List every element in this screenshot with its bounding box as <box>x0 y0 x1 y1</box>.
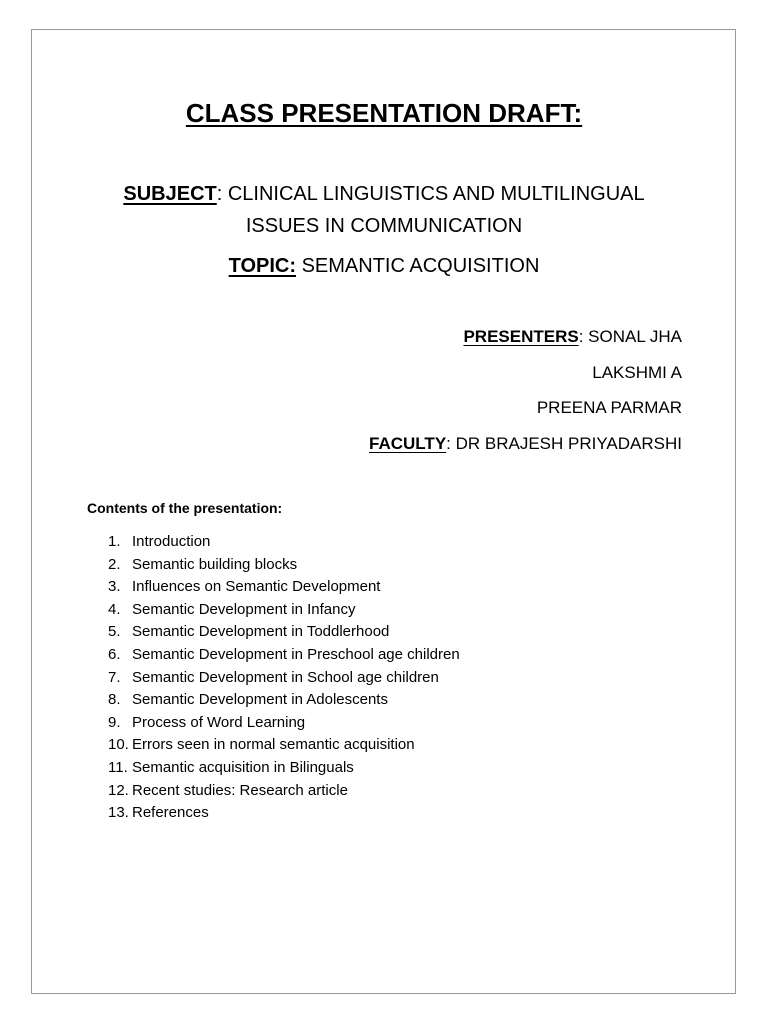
subject-value: : CLINICAL LINGUISTICS AND MULTILINGUAL ISSUES IN COMMUNICATION <box>216 183 645 237</box>
list-item-text: Semantic Development in School age children <box>132 668 439 686</box>
list-item <box>108 734 460 757</box>
list-item-number: 12. <box>108 781 129 799</box>
list-item <box>108 802 460 825</box>
list-item-text: Introduction <box>132 533 211 550</box>
presenter-first: : SONAL JHA <box>578 327 682 346</box>
subject-line <box>90 178 678 242</box>
list-item-number: 5. <box>108 623 121 641</box>
list-item <box>108 712 460 735</box>
document-title: CLASS PRESENTATION DRAFT: <box>185 98 583 128</box>
list-item-number: 3. <box>108 578 121 596</box>
contents-heading: Contents of the presentation: <box>87 500 283 516</box>
presenter-third: PREENA PARMAR <box>536 398 682 417</box>
topic-value: SEMANTIC ACQUISITION <box>296 255 540 277</box>
list-item-text: Recent studies: Research article <box>132 781 348 799</box>
list-item-number: 2. <box>108 555 121 573</box>
list-item <box>108 757 460 780</box>
list-item-number: 6. <box>108 645 121 663</box>
list-item-text: Errors seen in normal semantic acquisition <box>132 736 415 754</box>
list-item-text: Semantic Development in Infancy <box>132 600 356 618</box>
list-item <box>108 554 460 577</box>
list-item <box>108 576 460 599</box>
list-item-text: Influences on Semantic Development <box>132 578 381 596</box>
list-item <box>108 621 460 644</box>
list-item-number: 10. <box>108 736 129 754</box>
list-item-text: References <box>132 804 209 822</box>
list-item-number: 7. <box>108 668 121 686</box>
faculty-label: FACULTY <box>369 434 447 453</box>
list-item <box>108 644 460 667</box>
faculty-line <box>369 433 682 455</box>
topic-line <box>0 252 768 280</box>
list-item-text: Semantic Development in Preschool age children <box>132 645 460 663</box>
presenters-label: PRESENTERS <box>463 327 579 346</box>
list-item-number: 4. <box>108 600 121 618</box>
presenter-second: LAKSHMI A <box>592 363 682 382</box>
list-item-text: Semantic acquisition in Bilinguals <box>132 758 354 776</box>
list-item-text: Semantic building blocks <box>132 555 298 573</box>
list-item <box>108 689 460 712</box>
list-item <box>108 780 460 803</box>
presenters-line <box>463 326 682 348</box>
list-item-text: Semantic Development in Adolescents <box>132 691 388 709</box>
list-item-text: Semantic Development in Toddlerhood <box>132 623 390 641</box>
list-item-number: 9. <box>108 713 121 731</box>
subject-label: SUBJECT <box>123 183 217 205</box>
contents-list <box>108 531 460 825</box>
list-item-number: 11. <box>108 758 128 776</box>
list-item-number: 1. <box>108 533 121 550</box>
list-item <box>108 599 460 622</box>
list-item-number: 13. <box>108 804 129 822</box>
list-item <box>108 667 460 690</box>
list-item <box>108 531 460 554</box>
list-item-number: 8. <box>108 691 121 709</box>
topic-label: TOPIC: <box>228 255 297 277</box>
faculty-value: : DR BRAJESH PRIYADARSHI <box>446 434 682 453</box>
list-item-text: Process of Word Learning <box>132 713 306 731</box>
